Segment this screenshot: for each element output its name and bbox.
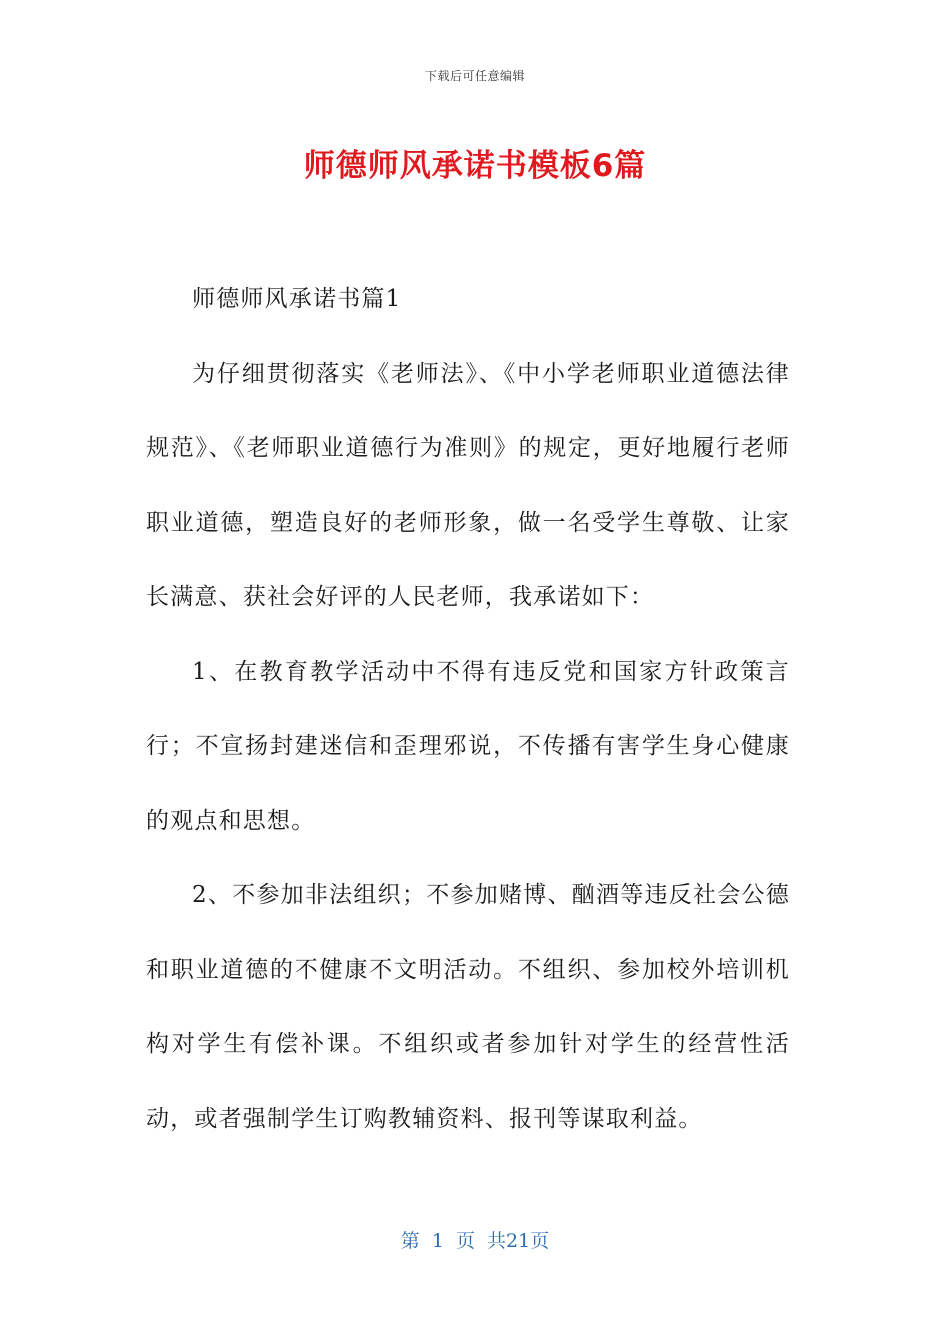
section-heading: 师德师风承诺书篇1 <box>192 286 402 312</box>
page-suffix: 页 <box>530 1230 550 1252</box>
document-title: 师德师风承诺书模板6篇 <box>303 148 647 184</box>
paragraph-item-1: 1、在教育教学活动中不得有违反党和国家方针政策言行；不宣扬封建迷信和歪理邪说，不传播有害学生身心健康的观点和思想。 <box>146 658 790 834</box>
page-current: 1 <box>431 1230 444 1252</box>
page-total: 21 <box>506 1230 531 1252</box>
paragraph-item-2: 2、不参加非法组织；不参加赌博、酗酒等违反社会公德和职业道德的不健康不文明活动。不组织、参加校外培训机构对学生有偿补课。不组织或者参加针对学生的经营性活动，或者强制学生订购教辅资料、报刊等谋取利益。 <box>146 882 790 1132</box>
page-mid: 页 共 <box>455 1230 507 1252</box>
document-body <box>146 262 790 1156</box>
page-prefix: 第 <box>400 1230 420 1252</box>
header-note: 下载后可任意编辑 <box>424 69 525 83</box>
paragraph-intro: 为仔细贯彻落实《老师法》、《中小学老师职业道德法律规范》、《老师职业道德行为准则》的规定，更好地履行老师职业道德，塑造良好的老师形象，做一名受学生尊敬、让家长满意、获社会好评的人民老师，我承诺如下： <box>146 360 790 610</box>
page-footer <box>0 1226 950 1253</box>
